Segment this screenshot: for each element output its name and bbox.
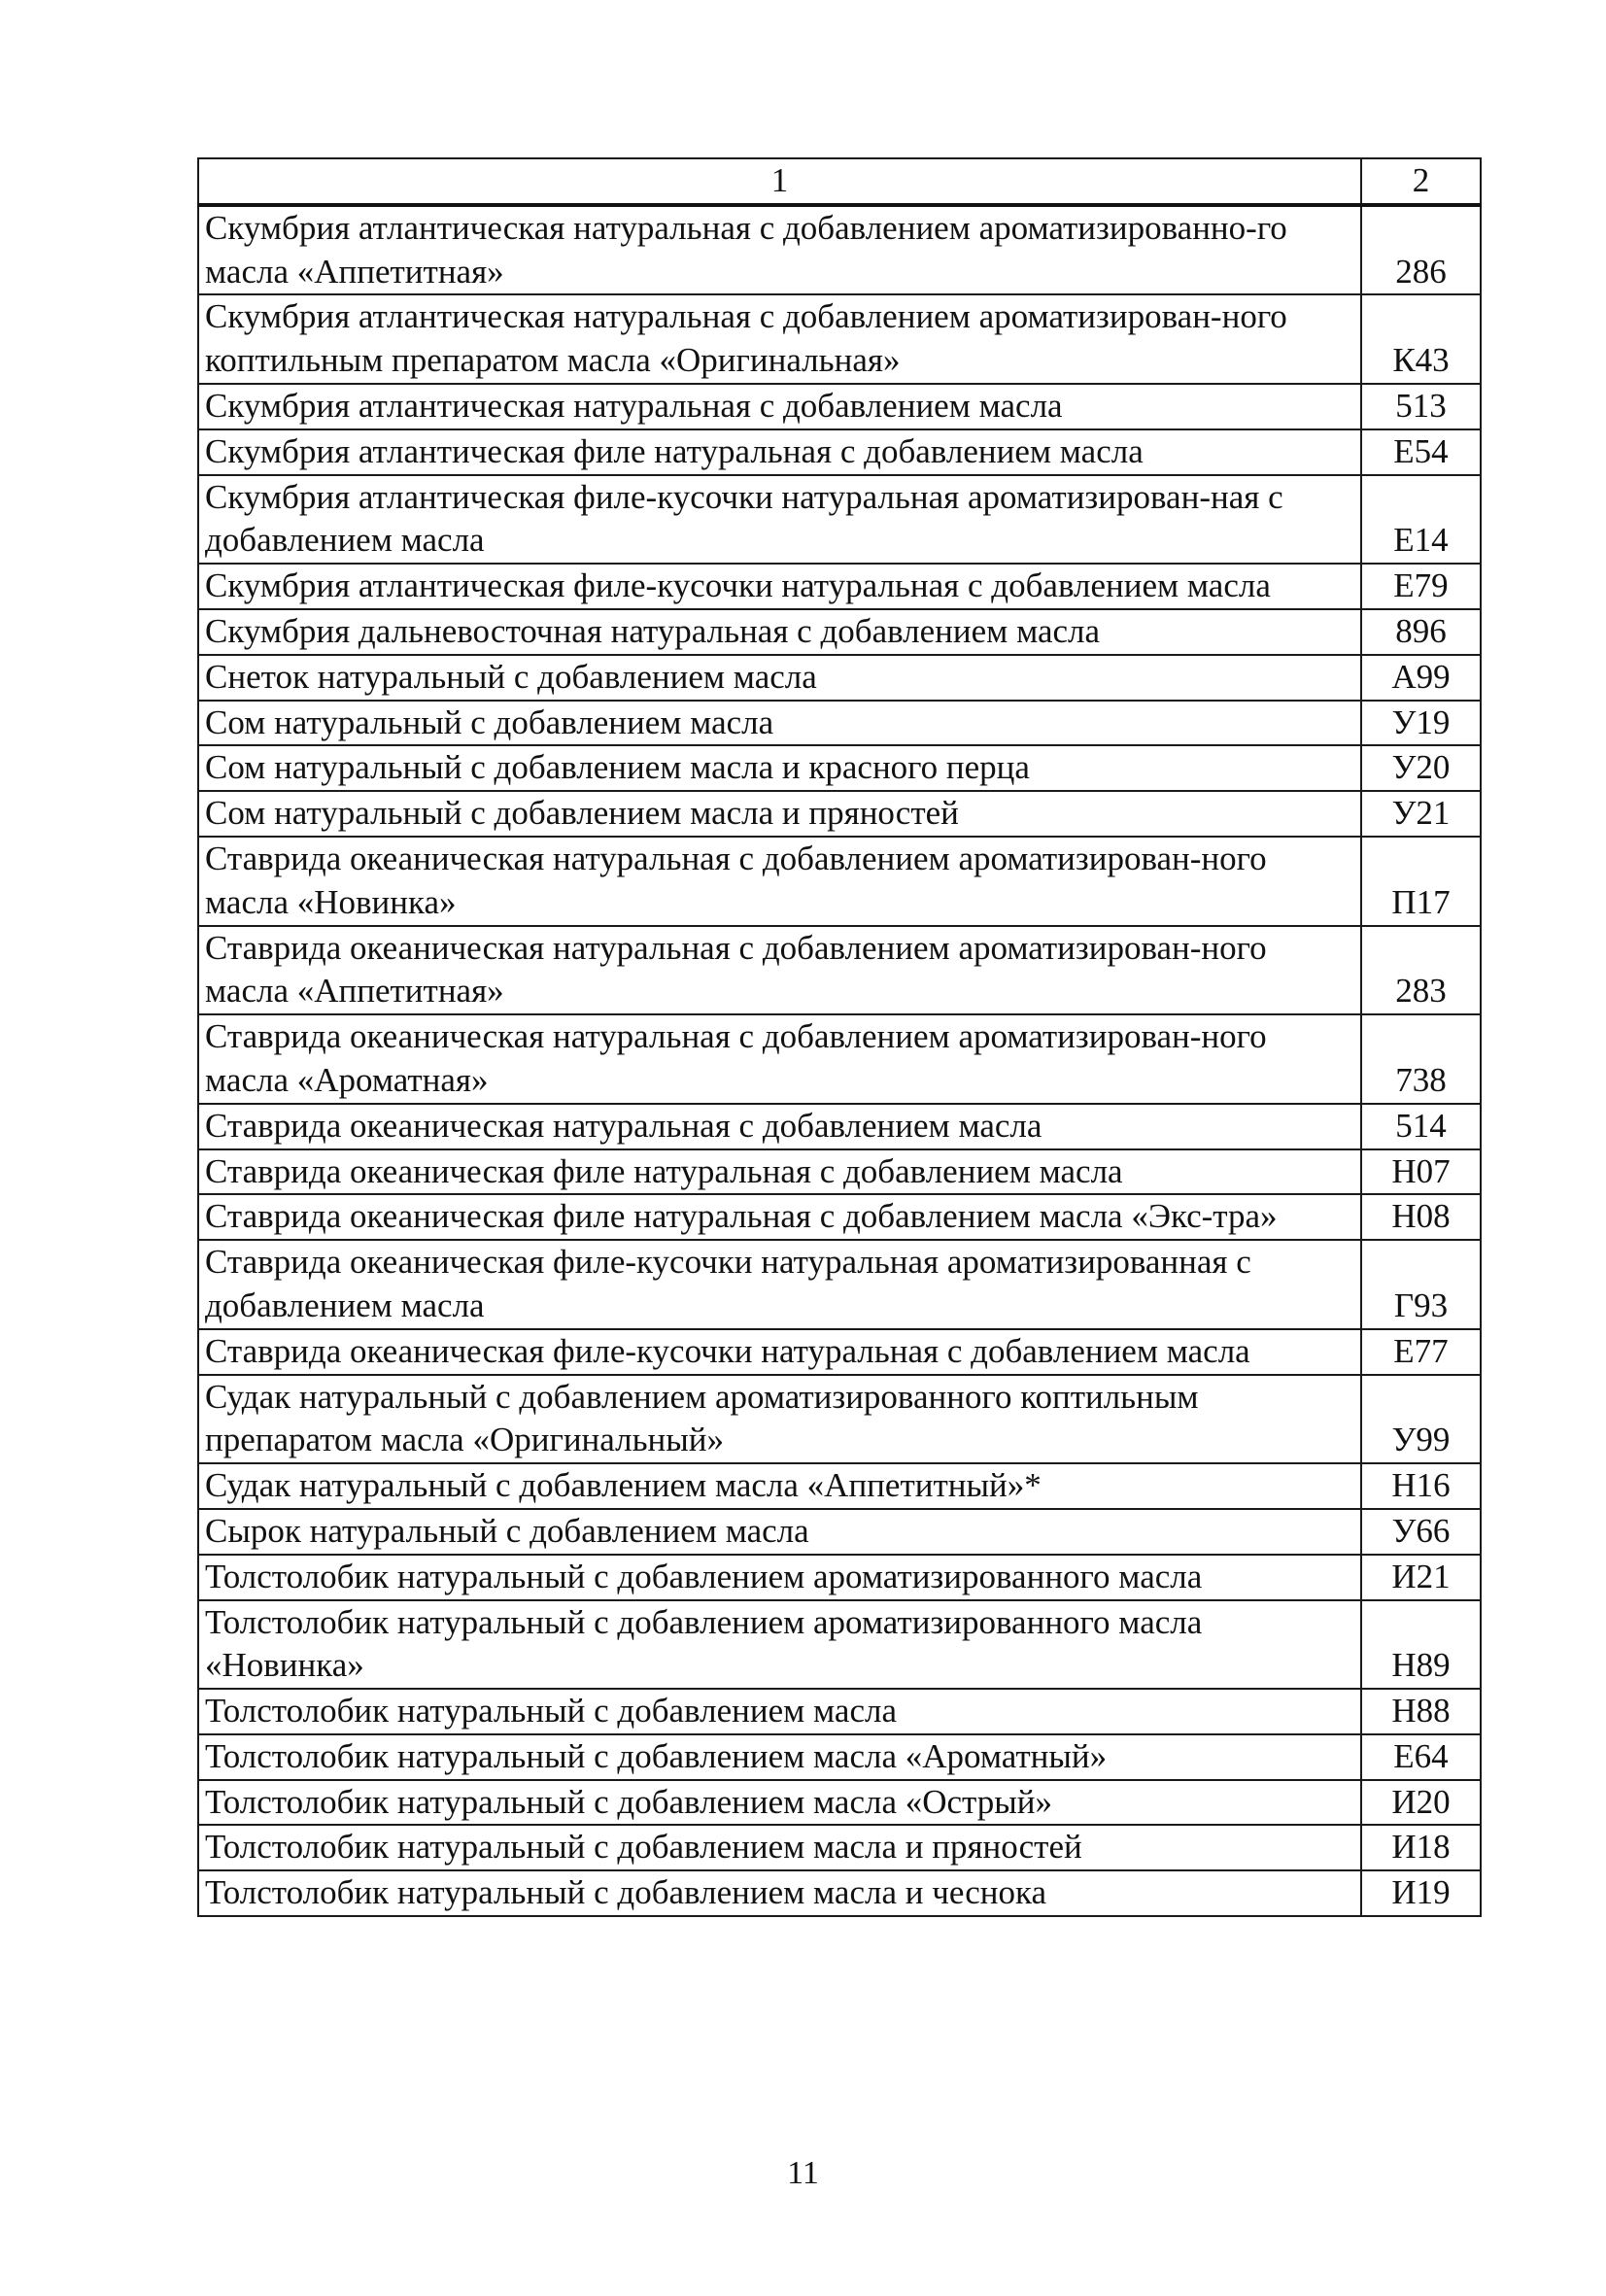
product-code-table — [197, 157, 1482, 1917]
product-name-cell: Ставрида океаническая натуральная с добавлением ароматизирован-ного масла «Аппетитная» — [198, 926, 1361, 1015]
table-row — [198, 1600, 1481, 1690]
product-code-cell: У20 — [1361, 745, 1481, 791]
product-code-cell: У19 — [1361, 701, 1481, 746]
product-code-cell: 513 — [1361, 384, 1481, 429]
table-row — [198, 701, 1481, 746]
product-code-cell: У66 — [1361, 1509, 1481, 1555]
table-row — [198, 1104, 1481, 1149]
table-row — [198, 294, 1481, 384]
table-row — [198, 205, 1481, 295]
table-row — [198, 1240, 1481, 1329]
product-code-cell: Н08 — [1361, 1194, 1481, 1240]
product-name-cell: Толстолобик натуральный с добавлением масла и пряностей — [198, 1825, 1361, 1870]
product-code-cell: 286 — [1361, 205, 1481, 295]
table-row — [198, 745, 1481, 791]
table-row — [198, 475, 1481, 565]
table-row — [198, 1509, 1481, 1555]
product-name-cell: Ставрида океаническая филе-кусочки натуральная с добавлением масла — [198, 1329, 1361, 1375]
column-header-2: 2 — [1361, 158, 1481, 205]
table-row — [198, 1825, 1481, 1870]
table-row — [198, 1375, 1481, 1464]
column-header-1: 1 — [198, 158, 1361, 205]
table-row — [198, 1014, 1481, 1104]
product-name-cell: Толстолобик натуральный с добавлением масла «Ароматный» — [198, 1734, 1361, 1780]
product-name-cell: Сом натуральный с добавлением масла и красного перца — [198, 745, 1361, 791]
table-row — [198, 926, 1481, 1015]
table-row — [198, 1463, 1481, 1509]
product-code-cell: 514 — [1361, 1104, 1481, 1149]
product-code-cell: У99 — [1361, 1375, 1481, 1464]
table-row — [198, 1780, 1481, 1826]
product-name-cell: Ставрида океаническая филе натуральная с добавлением масла «Экс-тра» — [198, 1194, 1361, 1240]
product-code-cell: 896 — [1361, 609, 1481, 655]
product-code-cell: Н88 — [1361, 1689, 1481, 1734]
table-body — [198, 205, 1481, 1916]
product-code-cell: Е54 — [1361, 429, 1481, 475]
table-row — [198, 1149, 1481, 1195]
product-code-cell: И20 — [1361, 1780, 1481, 1826]
table-row — [198, 429, 1481, 475]
product-name-cell: Сом натуральный с добавлением масла и пряностей — [198, 791, 1361, 837]
product-code-cell: Н16 — [1361, 1463, 1481, 1509]
product-code-cell: Н89 — [1361, 1600, 1481, 1690]
page-number: 11 — [787, 2155, 819, 2191]
table-row — [198, 1870, 1481, 1916]
table-row — [198, 1555, 1481, 1600]
product-name-cell: Сырок натуральный с добавлением масла — [198, 1509, 1361, 1555]
product-name-cell: Скумбрия атлантическая филе-кусочки натуральная с добавлением масла — [198, 564, 1361, 609]
product-code-cell: А99 — [1361, 655, 1481, 701]
product-name-cell: Толстолобик натуральный с добавлением масла «Острый» — [198, 1780, 1361, 1826]
product-name-cell: Ставрида океаническая филе натуральная с добавлением масла — [198, 1149, 1361, 1195]
product-code-cell: 283 — [1361, 926, 1481, 1015]
product-code-cell: И21 — [1361, 1555, 1481, 1600]
product-name-cell: Сом натуральный с добавлением масла — [198, 701, 1361, 746]
table-row — [198, 1194, 1481, 1240]
product-code-cell: К43 — [1361, 294, 1481, 384]
product-code-cell: Е64 — [1361, 1734, 1481, 1780]
product-name-cell: Скумбрия атлантическая натуральная с добавлением ароматизирован-ного коптильным препаратом масла «Оригинальная» — [198, 294, 1361, 384]
product-code-cell: У21 — [1361, 791, 1481, 837]
product-name-cell: Ставрида океаническая филе-кусочки натуральная ароматизированная с добавлением масла — [198, 1240, 1361, 1329]
product-name-cell: Скумбрия атлантическая натуральная с добавлением ароматизированно-го масла «Аппетитная» — [198, 205, 1361, 295]
table-row — [198, 1689, 1481, 1734]
table-row — [198, 384, 1481, 429]
table-row — [198, 564, 1481, 609]
product-code-cell: Е79 — [1361, 564, 1481, 609]
table-row — [198, 655, 1481, 701]
product-code-cell: П17 — [1361, 837, 1481, 926]
product-name-cell: Снеток натуральный с добавлением масла — [198, 655, 1361, 701]
table-row — [198, 837, 1481, 926]
product-code-cell: Е14 — [1361, 475, 1481, 565]
table-row — [198, 1734, 1481, 1780]
product-name-cell: Скумбрия атлантическая филе-кусочки натуральная ароматизирован-ная с добавлением масла — [198, 475, 1361, 565]
product-name-cell: Ставрида океаническая натуральная с добавлением ароматизирован-ного масла «Ароматная» — [198, 1014, 1361, 1104]
product-name-cell: Толстолобик натуральный с добавлением ароматизированного масла — [198, 1555, 1361, 1600]
product-name-cell: Скумбрия атлантическая филе натуральная с добавлением масла — [198, 429, 1361, 475]
product-code-cell: 738 — [1361, 1014, 1481, 1104]
table-row — [198, 1329, 1481, 1375]
product-code-cell: Г93 — [1361, 1240, 1481, 1329]
product-code-cell: Н07 — [1361, 1149, 1481, 1195]
product-name-cell: Скумбрия атлантическая натуральная с добавлением масла — [198, 384, 1361, 429]
table-header-row — [198, 158, 1481, 205]
product-name-cell: Ставрида океаническая натуральная с добавлением масла — [198, 1104, 1361, 1149]
product-name-cell: Судак натуральный с добавлением ароматизированного коптильным препаратом масла «Оригинальный» — [198, 1375, 1361, 1464]
product-code-cell: Е77 — [1361, 1329, 1481, 1375]
product-name-cell: Толстолобик натуральный с добавлением масла — [198, 1689, 1361, 1734]
product-name-cell: Толстолобик натуральный с добавлением масла и чеснока — [198, 1870, 1361, 1916]
product-name-cell: Скумбрия дальневосточная натуральная с добавлением масла — [198, 609, 1361, 655]
product-name-cell: Ставрида океаническая натуральная с добавлением ароматизирован-ного масла «Новинка» — [198, 837, 1361, 926]
product-code-cell: И19 — [1361, 1870, 1481, 1916]
product-name-cell: Толстолобик натуральный с добавлением ароматизированного масла «Новинка» — [198, 1600, 1361, 1690]
product-name-cell: Судак натуральный с добавлением масла «Аппетитный»* — [198, 1463, 1361, 1509]
table-row — [198, 791, 1481, 837]
table-row — [198, 609, 1481, 655]
product-code-cell: И18 — [1361, 1825, 1481, 1870]
